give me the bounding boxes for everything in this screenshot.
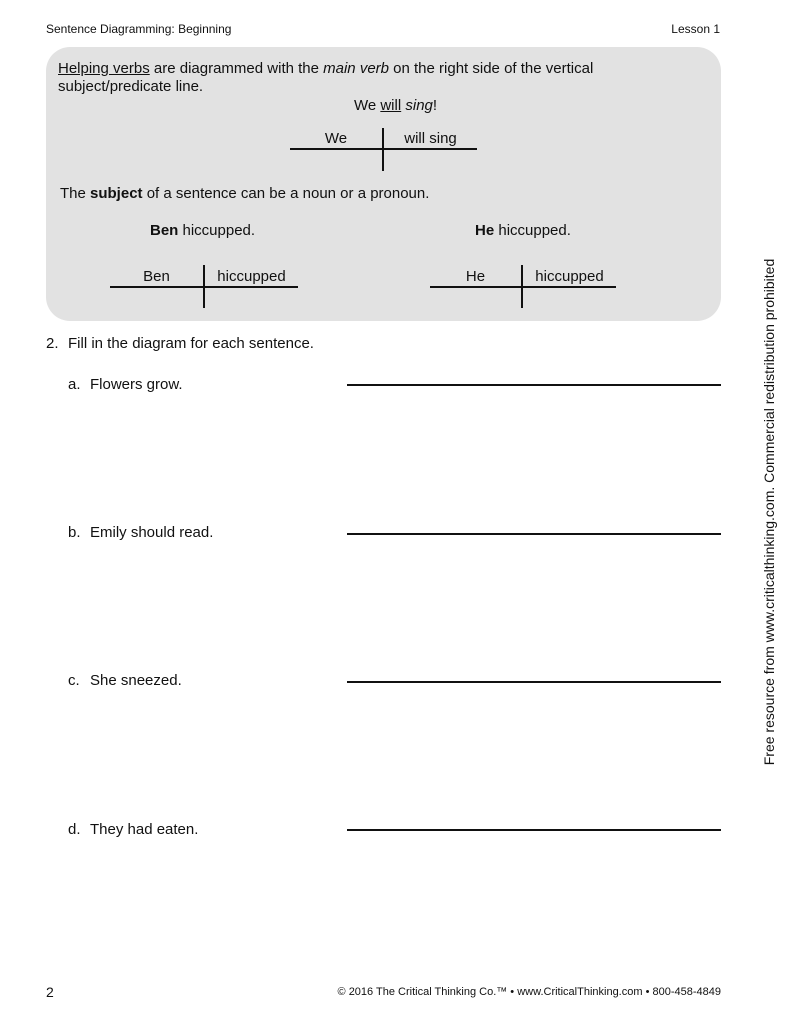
diagram-subject: Ben <box>143 268 170 285</box>
question-instruction: Fill in the diagram for each sentence. <box>68 335 314 352</box>
item-text-d: They had eaten. <box>90 821 199 838</box>
diagram-predicate: hiccupped <box>535 268 604 285</box>
diagram-subject: We <box>324 130 348 147</box>
item-text-c: She sneezed. <box>90 672 182 689</box>
redistribution-notice-text: Free resource from www.criticalthinking.com. Commercial redistribution prohibited <box>761 258 777 766</box>
helping-verbs-explanation: Helping verbs are diagrammed with the main verb on the right side of the vertical subject/predicate line. <box>58 60 594 95</box>
item-text-b: Emily should read. <box>90 524 214 541</box>
answer-line-d[interactable] <box>347 829 721 831</box>
page-header-title: Sentence Diagramming: Beginning <box>46 22 232 36</box>
helping-verbs-term: Helping verbs <box>58 60 150 77</box>
diagram-baseline <box>430 286 616 288</box>
example-right-sentence: He hiccupped. <box>475 222 571 239</box>
main-verb-term: main verb <box>323 60 389 77</box>
answer-line-a[interactable] <box>347 384 721 386</box>
lesson-label: Lesson 1 <box>671 22 720 36</box>
item-letter-c: c. <box>68 672 80 689</box>
diagram-subject: He <box>465 268 486 285</box>
example-sentence: We will sing! <box>353 97 438 114</box>
copyright-notice: © 2016 The Critical Thinking Co.™ • www.CriticalThinking.com • 800-458-4849 <box>337 986 721 998</box>
diagram-predicate: hiccupped <box>217 268 286 285</box>
page-number: 2 <box>46 984 54 1000</box>
item-text-a: Flowers grow. <box>90 376 183 393</box>
item-letter-d: d. <box>68 821 81 838</box>
subject-explanation: The subject of a sentence can be a noun or a pronoun. <box>60 185 430 202</box>
answer-line-c[interactable] <box>347 681 721 683</box>
item-letter-b: b. <box>68 524 81 541</box>
example-left-sentence: Ben hiccupped. <box>150 222 256 239</box>
item-letter-a: a. <box>68 376 81 393</box>
question-number: 2. <box>46 335 59 352</box>
answer-line-b[interactable] <box>347 533 721 535</box>
diagram-predicate: will sing <box>404 130 457 147</box>
